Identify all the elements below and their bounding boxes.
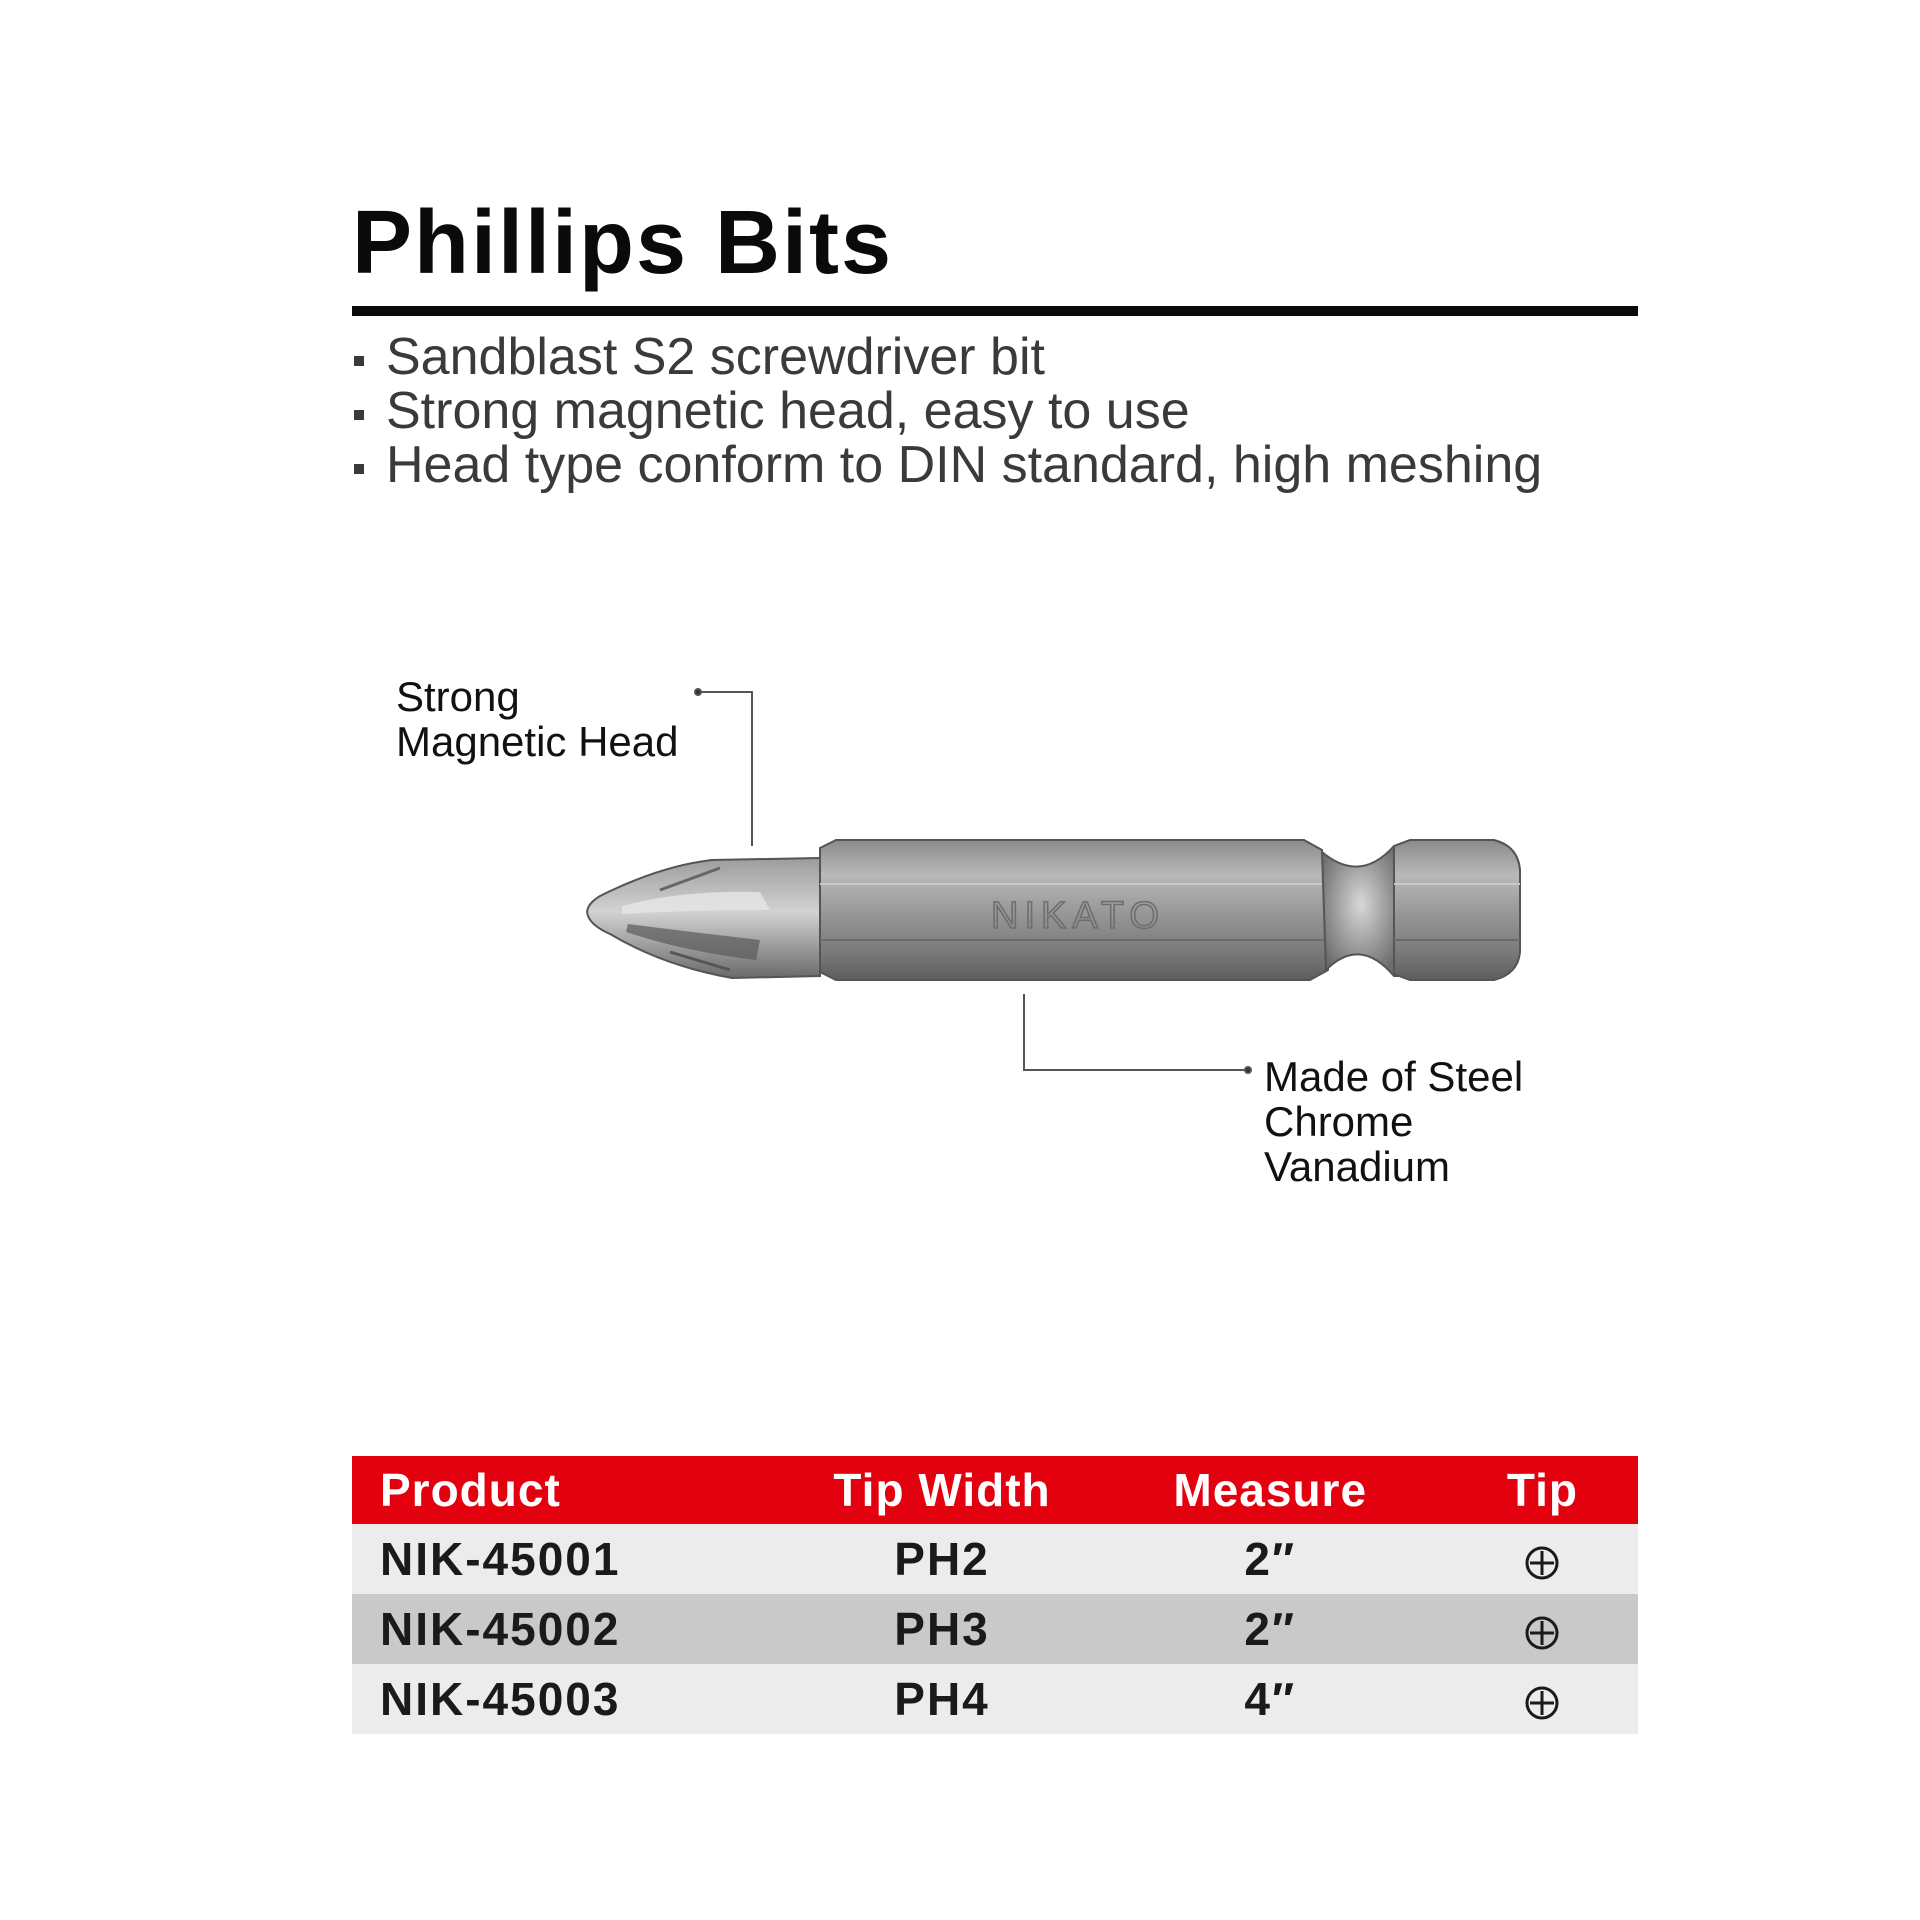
cell-tip-width: PH2: [791, 1524, 1094, 1594]
phillips-cross-icon: [1524, 1545, 1560, 1581]
cell-tip-width: PH3: [791, 1594, 1094, 1664]
cell-tip: [1447, 1524, 1638, 1594]
feature-list: [352, 330, 1542, 492]
cell-measure: 2″: [1094, 1594, 1447, 1664]
spec-table: [352, 1456, 1638, 1734]
page-title: Phillips Bits: [352, 193, 894, 293]
cell-measure: 4″: [1094, 1664, 1447, 1734]
title-underline: [352, 306, 1638, 316]
cell-product: NIK-45003: [352, 1664, 791, 1734]
column-header-product: Product: [352, 1456, 791, 1524]
bullet-icon: [354, 464, 364, 474]
column-header-measure: Measure: [1094, 1456, 1447, 1524]
bullet-icon: [354, 356, 364, 366]
feature-item: Head type conform to DIN standard, high meshing: [352, 438, 1542, 492]
table-row: [352, 1594, 1638, 1664]
feature-item: Sandblast S2 screwdriver bit: [352, 330, 1542, 384]
cell-product: NIK-45001: [352, 1524, 791, 1594]
callout-line-head: [695, 689, 752, 846]
phillips-cross-icon: [1524, 1685, 1560, 1721]
hex-drive-end: [1394, 840, 1520, 980]
neck-groove: [1322, 846, 1400, 976]
table-row: [352, 1664, 1638, 1734]
feature-item: Strong magnetic head, easy to use: [352, 384, 1542, 438]
callout-line-body: [1024, 994, 1251, 1073]
cell-measure: 2″: [1094, 1524, 1447, 1594]
table-header-row: [352, 1456, 1638, 1524]
callout-magnetic-head: Strong Magnetic Head: [396, 673, 679, 765]
column-header-tip-width: Tip Width: [791, 1456, 1094, 1524]
column-header-tip: Tip: [1447, 1456, 1638, 1524]
hex-shaft: [820, 840, 1328, 980]
cell-tip: [1447, 1664, 1638, 1734]
cell-tip: [1447, 1594, 1638, 1664]
brand-engraving: NIKATO: [991, 895, 1165, 937]
table-row: [352, 1524, 1638, 1594]
screwdriver-bit-illustration: [360, 670, 1620, 1210]
bullet-icon: [354, 410, 364, 420]
callout-material: Made of Steel Chrome Vanadium: [1264, 1053, 1524, 1190]
cell-product: NIK-45002: [352, 1594, 791, 1664]
cell-tip-width: PH4: [791, 1664, 1094, 1734]
phillips-tip: [587, 858, 820, 978]
phillips-cross-icon: [1524, 1615, 1560, 1651]
